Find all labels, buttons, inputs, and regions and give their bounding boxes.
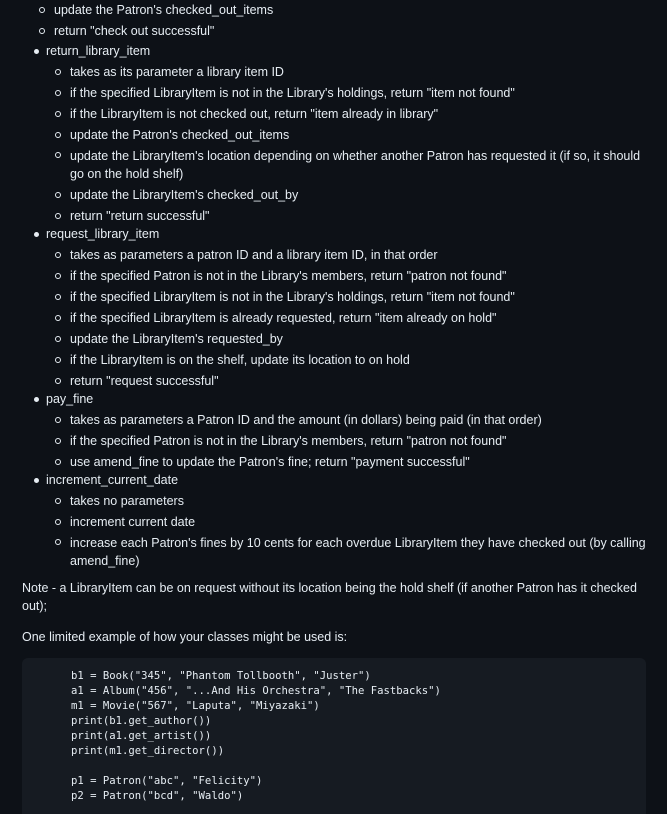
code-line: a1 = Album("456", "...And His Orchestra", "The Fastbacks"): [71, 685, 441, 697]
code-block[interactable]: [22, 658, 646, 814]
list-item-text: takes as parameters a patron ID and a library item ID, in that order: [70, 248, 438, 262]
list-item-text: increase each Patron's fines by 10 cents for each overdue LibraryItem they have checked out (by calling amend_fine): [70, 536, 646, 568]
list-item-text: takes as parameters a Patron ID and the amount (in dollars) being paid (in that order): [70, 413, 542, 427]
method-pay-fine: [30, 389, 650, 473]
method-name: [30, 224, 650, 245]
list-item: [46, 410, 650, 431]
list-item: [46, 533, 650, 572]
note-paragraph: Note - a LibraryItem can be on request without its location being the hold shelf (if another Patron has it checked out);: [22, 581, 637, 613]
list-item: [46, 329, 650, 350]
list-item: [46, 491, 650, 512]
list-item-text: if the specified LibraryItem is not in the Library's holdings, return "item not found": [70, 86, 515, 100]
example-intro: One limited example of how your classes might be used is:: [22, 630, 348, 644]
list-item: [46, 308, 650, 329]
list-item-text: update the Patron's checked_out_items: [54, 3, 274, 17]
code-line: m1 = Movie("567", "Laputa", "Miyazaki"): [71, 700, 320, 712]
list-item-text: return "check out successful": [54, 24, 215, 38]
list-item-text: if the LibraryItem is on the shelf, update its location to on hold: [70, 353, 410, 367]
list-item: [46, 245, 650, 266]
list-item-text: update the LibraryItem's checked_out_by: [70, 188, 299, 202]
list-item: [46, 83, 650, 104]
method-name: [30, 389, 650, 410]
method-name-text: increment_current_date: [46, 473, 179, 487]
list-item-text: increment current date: [70, 515, 196, 529]
list-item-text: return "return successful": [70, 209, 210, 223]
method-return-library-item: [30, 41, 650, 227]
list-item-text: if the LibraryItem is not checked out, return "item already in library": [70, 107, 439, 121]
list-item-text: update the LibraryItem's location depending on whether another Patron has requested it (if so, it should go on the hold shelf): [70, 149, 641, 181]
list-item-text: if the specified Patron is not in the Library's members, return "patron not found": [70, 434, 507, 448]
code-line: print(m1.get_director()): [71, 745, 225, 757]
list-item-text: if the specified LibraryItem is already requested, return "item already on hold": [70, 311, 497, 325]
list-item-text: return "request successful": [70, 374, 219, 388]
list-item-text: if the specified LibraryItem is not in the Library's holdings, return "item not found": [70, 290, 515, 304]
list-item-text: if the specified Patron is not in the Library's members, return "patron not found": [70, 269, 507, 283]
method-name: [30, 41, 650, 62]
list-item: [46, 146, 650, 185]
list-item: [30, 21, 654, 42]
list-item: [46, 350, 650, 371]
list-item: [30, 0, 654, 21]
code-line: print(b1.get_author()): [71, 715, 212, 727]
method-name-text: pay_fine: [46, 392, 94, 406]
code-line: print(a1.get_artist()): [71, 730, 212, 742]
list-item-text: update the Patron's checked_out_items: [70, 128, 290, 142]
method-name-text: return_library_item: [46, 44, 151, 58]
method-details: [46, 62, 650, 227]
list-item-text: update the LibraryItem's requested_by: [70, 332, 283, 346]
method-name: [30, 470, 650, 491]
method-details: [46, 410, 650, 473]
list-item: [46, 287, 650, 308]
method-request-library-item: [30, 224, 650, 392]
code-line: b1 = Book("345", "Phantom Tollbooth", "Juster"): [71, 670, 371, 682]
method-increment-current-date: [30, 470, 650, 572]
list-item-text: takes as its parameter a library item ID: [70, 65, 284, 79]
method-details: [46, 245, 650, 392]
method-details: [46, 491, 650, 572]
list-item: [46, 266, 650, 287]
list-item-text: use amend_fine to update the Patron's fine; return "payment successful": [70, 455, 470, 469]
code-line: p1 = Patron("abc", "Felicity"): [71, 775, 263, 787]
list-item: [46, 512, 650, 533]
list-item: [46, 431, 650, 452]
code-line: p2 = Patron("bcd", "Waldo"): [71, 790, 244, 802]
list-item: [46, 125, 650, 146]
list-item: [46, 185, 650, 206]
list-item: [46, 62, 650, 83]
list-item: [46, 104, 650, 125]
list-item-text: takes no parameters: [70, 494, 184, 508]
method-name-text: request_library_item: [46, 227, 160, 241]
